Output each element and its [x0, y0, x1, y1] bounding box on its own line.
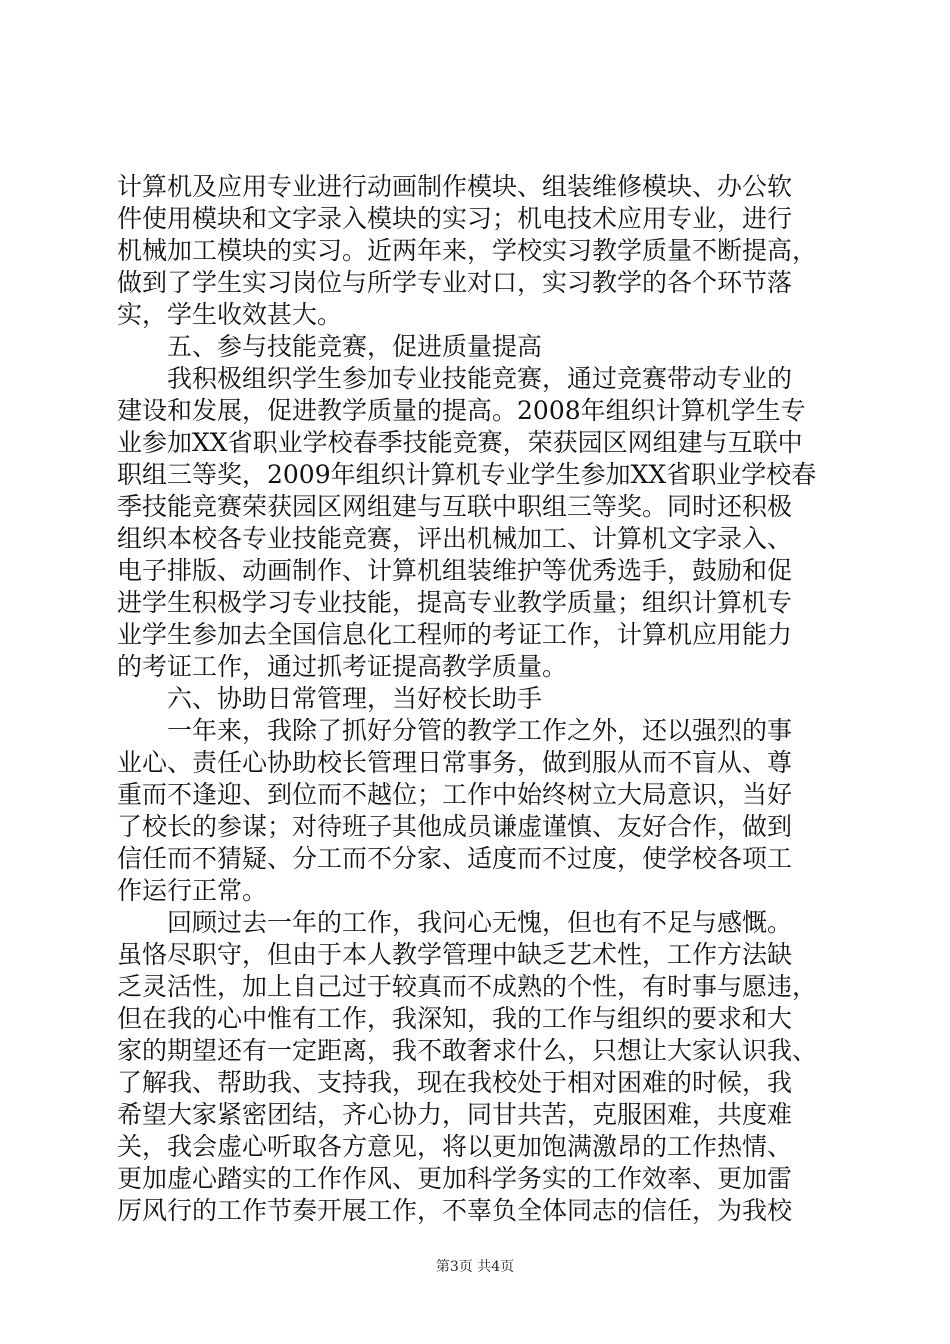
- text-line: 家的期望还有一定距离，我不敢奢求什么，只想让大家认识我、: [117, 1036, 818, 1065]
- text-line: 了解我、帮助我、支持我，现在我校处于相对困难的时候，我: [117, 1068, 793, 1097]
- text-line: 业心、责任心协助校长管理日常事务，做到服从而不盲从、尊: [117, 748, 793, 777]
- text-line: 但在我的心中惟有工作，我深知，我的工作与组织的要求和大: [117, 1004, 793, 1033]
- text-line: 实，学生收效甚大。: [117, 300, 343, 329]
- text-line: 更加虚心踏实的工作作风、更加科学务实的工作效率、更加雷: [117, 1164, 793, 1193]
- text-line: 我积极组织学生参加专业技能竞赛，通过竞赛带动专业的: [117, 364, 793, 393]
- text-line: 季技能竞赛荣获园区网组建与互联中职组三等奖。同时还积极: [117, 492, 793, 521]
- text-line: 组织本校各专业技能竞赛，评出机械加工、计算机文字录入、: [117, 524, 793, 553]
- text-line: 虽恪尽职守，但由于本人教学管理中缺乏艺术性，工作方法缺: [117, 940, 793, 969]
- text-line: 关，我会虚心听取各方意见，将以更加饱满激昂的工作热情、: [117, 1132, 793, 1161]
- text-line: 了校长的参谋；对待班子其他成员谦虚谨慎、友好合作，做到: [117, 812, 793, 841]
- page-number-footer: 第3页 共4页: [435, 1259, 515, 1275]
- text-line: 的考证工作，通过抓考证提高教学质量。: [117, 652, 568, 681]
- text-line: 机械加工模块的实习。近两年来，学校实习教学质量不断提高，: [117, 236, 818, 265]
- section-heading: 六、协助日常管理，当好校长助手: [117, 684, 543, 713]
- text-line: 做到了学生实习岗位与所学专业对口，实习教学的各个环节落: [117, 268, 793, 297]
- text-line: 计算机及应用专业进行动画制作模块、组装维修模块、办公软: [117, 172, 793, 201]
- text-line: 一年来，我除了抓好分管的教学工作之外，还以强烈的事: [117, 716, 793, 745]
- text-line: 进学生积极学习专业技能，提高专业教学质量；组织计算机专: [117, 588, 793, 617]
- text-line: 乏灵活性，加上自己过于较真而不成熟的个性，有时事与愿违，: [117, 972, 818, 1001]
- text-line: 信任而不猜疑、分工而不分家、适度而不过度，使学校各项工: [117, 844, 793, 873]
- text-line: 业参加XX省职业学校春季技能竞赛，荣获园区网组建与互联中: [117, 428, 803, 457]
- text-line: 建设和发展，促进教学质量的提高。2008年组织计算机学生专: [117, 396, 806, 425]
- text-line: 作运行正常。: [117, 876, 268, 905]
- text-line: 重而不逢迎、到位而不越位；工作中始终树立大局意识，当好: [117, 780, 793, 809]
- text-line: 厉风行的工作节奏开展工作，不辜负全体同志的信任，为我校: [117, 1196, 793, 1225]
- section-heading: 五、参与技能竞赛，促进质量提高: [117, 332, 543, 361]
- text-line: 职组三等奖，2009年组织计算机专业学生参加XX省职业学校春: [117, 460, 817, 489]
- text-line: 回顾过去一年的工作，我问心无愧，但也有不足与感慨。: [117, 908, 793, 937]
- text-line: 希望大家紧密团结，齐心协力，同甘共苦，克服困难，共度难: [117, 1100, 793, 1129]
- text-line: 电子排版、动画制作、计算机组装维护等优秀选手，鼓励和促: [117, 556, 793, 585]
- text-line: 件使用模块和文字录入模块的实习；机电技术应用专业，进行: [117, 204, 793, 233]
- text-line: 业学生参加去全国信息化工程师的考证工作，计算机应用能力: [117, 620, 793, 649]
